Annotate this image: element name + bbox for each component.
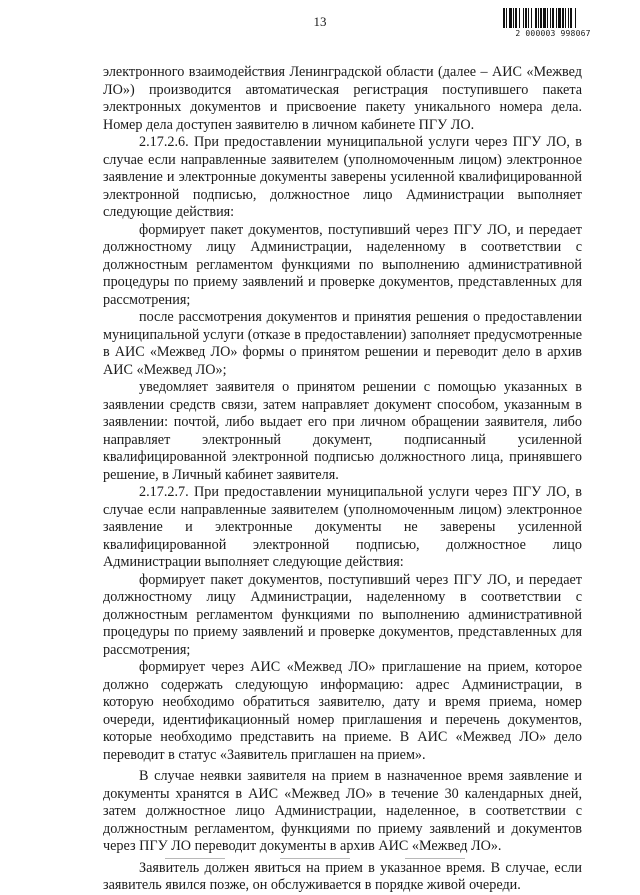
paragraph: формирует пакет документов, поступивший через ПГУ ЛО, и передает должностному лицу Администрации, наделенному в соответствии с должностным регламентом функциями по выполнению административной процедуры по приему заявлений и проверке документов, представленных для рассмотрения; — [103, 571, 582, 658]
page-number: 13 — [313, 14, 327, 29]
barcode-bar — [576, 8, 577, 28]
footer-rule — [280, 858, 350, 859]
footer-rule — [165, 858, 225, 859]
paragraph: 2.17.2.6. При предоставлении муниципальной услуги через ПГУ ЛО, в случае если направленные заявителем (уполномоченным лицом) электронное заявление и электронные документы заверены усиленной квалифицированной электронной подписью, должностное лицо Администрации выполняет следующие действия: — [103, 134, 582, 220]
barcode-bars — [503, 8, 603, 28]
barcode — [503, 8, 603, 38]
paragraph: Заявитель должен явиться на прием в указанное время. В случае, если заявитель явился позже, он обслуживается в порядке живой очереди. — [103, 859, 582, 893]
document-body — [103, 64, 582, 895]
paragraph: после рассмотрения документов и принятия решения о предоставлении муниципальной услуги (отказе в предоставлении) заполняет предусмотренные в АИС «Межвед ЛО» формы о принятом решении и переводит дело в архив АИС «Межвед ЛО»; — [103, 309, 582, 378]
paragraph: уведомляет заявителя о принятом решении с помощью указанных в заявлении средств связи, затем направляет документ способом, указанным в заявлении: почтой, либо выдает его при личном обращении заявителя, либо направляет электронный документ, подписанный усиленной квалифицированной электронной подписью должностного лица, принявшего решение, в Личный кабинет заявителя. — [103, 379, 582, 483]
barcode-number: 2 000003 998067 — [515, 29, 591, 38]
paragraph: электронного взаимодействия Ленинградской области (далее – АИС «Межвед ЛО») производится автоматическая регистрация поступившего пакета электронных документов и присвоение пакету уникального номера дела. Номер дела доступен заявителю в личном кабинете ПГУ ЛО. — [103, 64, 582, 133]
paragraph: формирует пакет документов, поступивший через ПГУ ЛО, и передает должностному лицу Администрации, наделенному в соответствии с должностным регламентом функциями по выполнению административной процедуры по приему заявлений и проверке документов, представленных для рассмотрения; — [103, 221, 582, 308]
footer-rule — [405, 858, 465, 859]
paragraph: формирует через АИС «Межвед ЛО» приглашение на прием, которое должно содержать следующую информацию: адрес Администрации, в которую необходимо обратиться заявителю, дату и время приема, номер очереди, идентификационный номер приглашения и перечень документов, которые необходимо представить на приеме. В АИС «Межвед ЛО» дело переводит в статус «Заявитель приглашен на прием». — [103, 659, 582, 763]
paragraph: 2.17.2.7. При предоставлении муниципальной услуги через ПГУ ЛО, в случае если направленные заявителем (уполномоченным лицом) электронное заявление и электронные документы не заверены усиленной квалифицированной электронной подписью, должностное лицо Администрации выполняет следующие действия: — [103, 484, 582, 570]
paragraph: В случае неявки заявителя на прием в назначенное время заявление и документы хранятся в АИС «Межвед ЛО» в течение 30 календарных дней, затем должностное лицо Администрации, наделенное, в соответствии с должностным регламентом, функциями по приему заявлений и документов через ПГУ ЛО переводит документы в архив АИС «Межвед ЛО». — [103, 768, 582, 854]
